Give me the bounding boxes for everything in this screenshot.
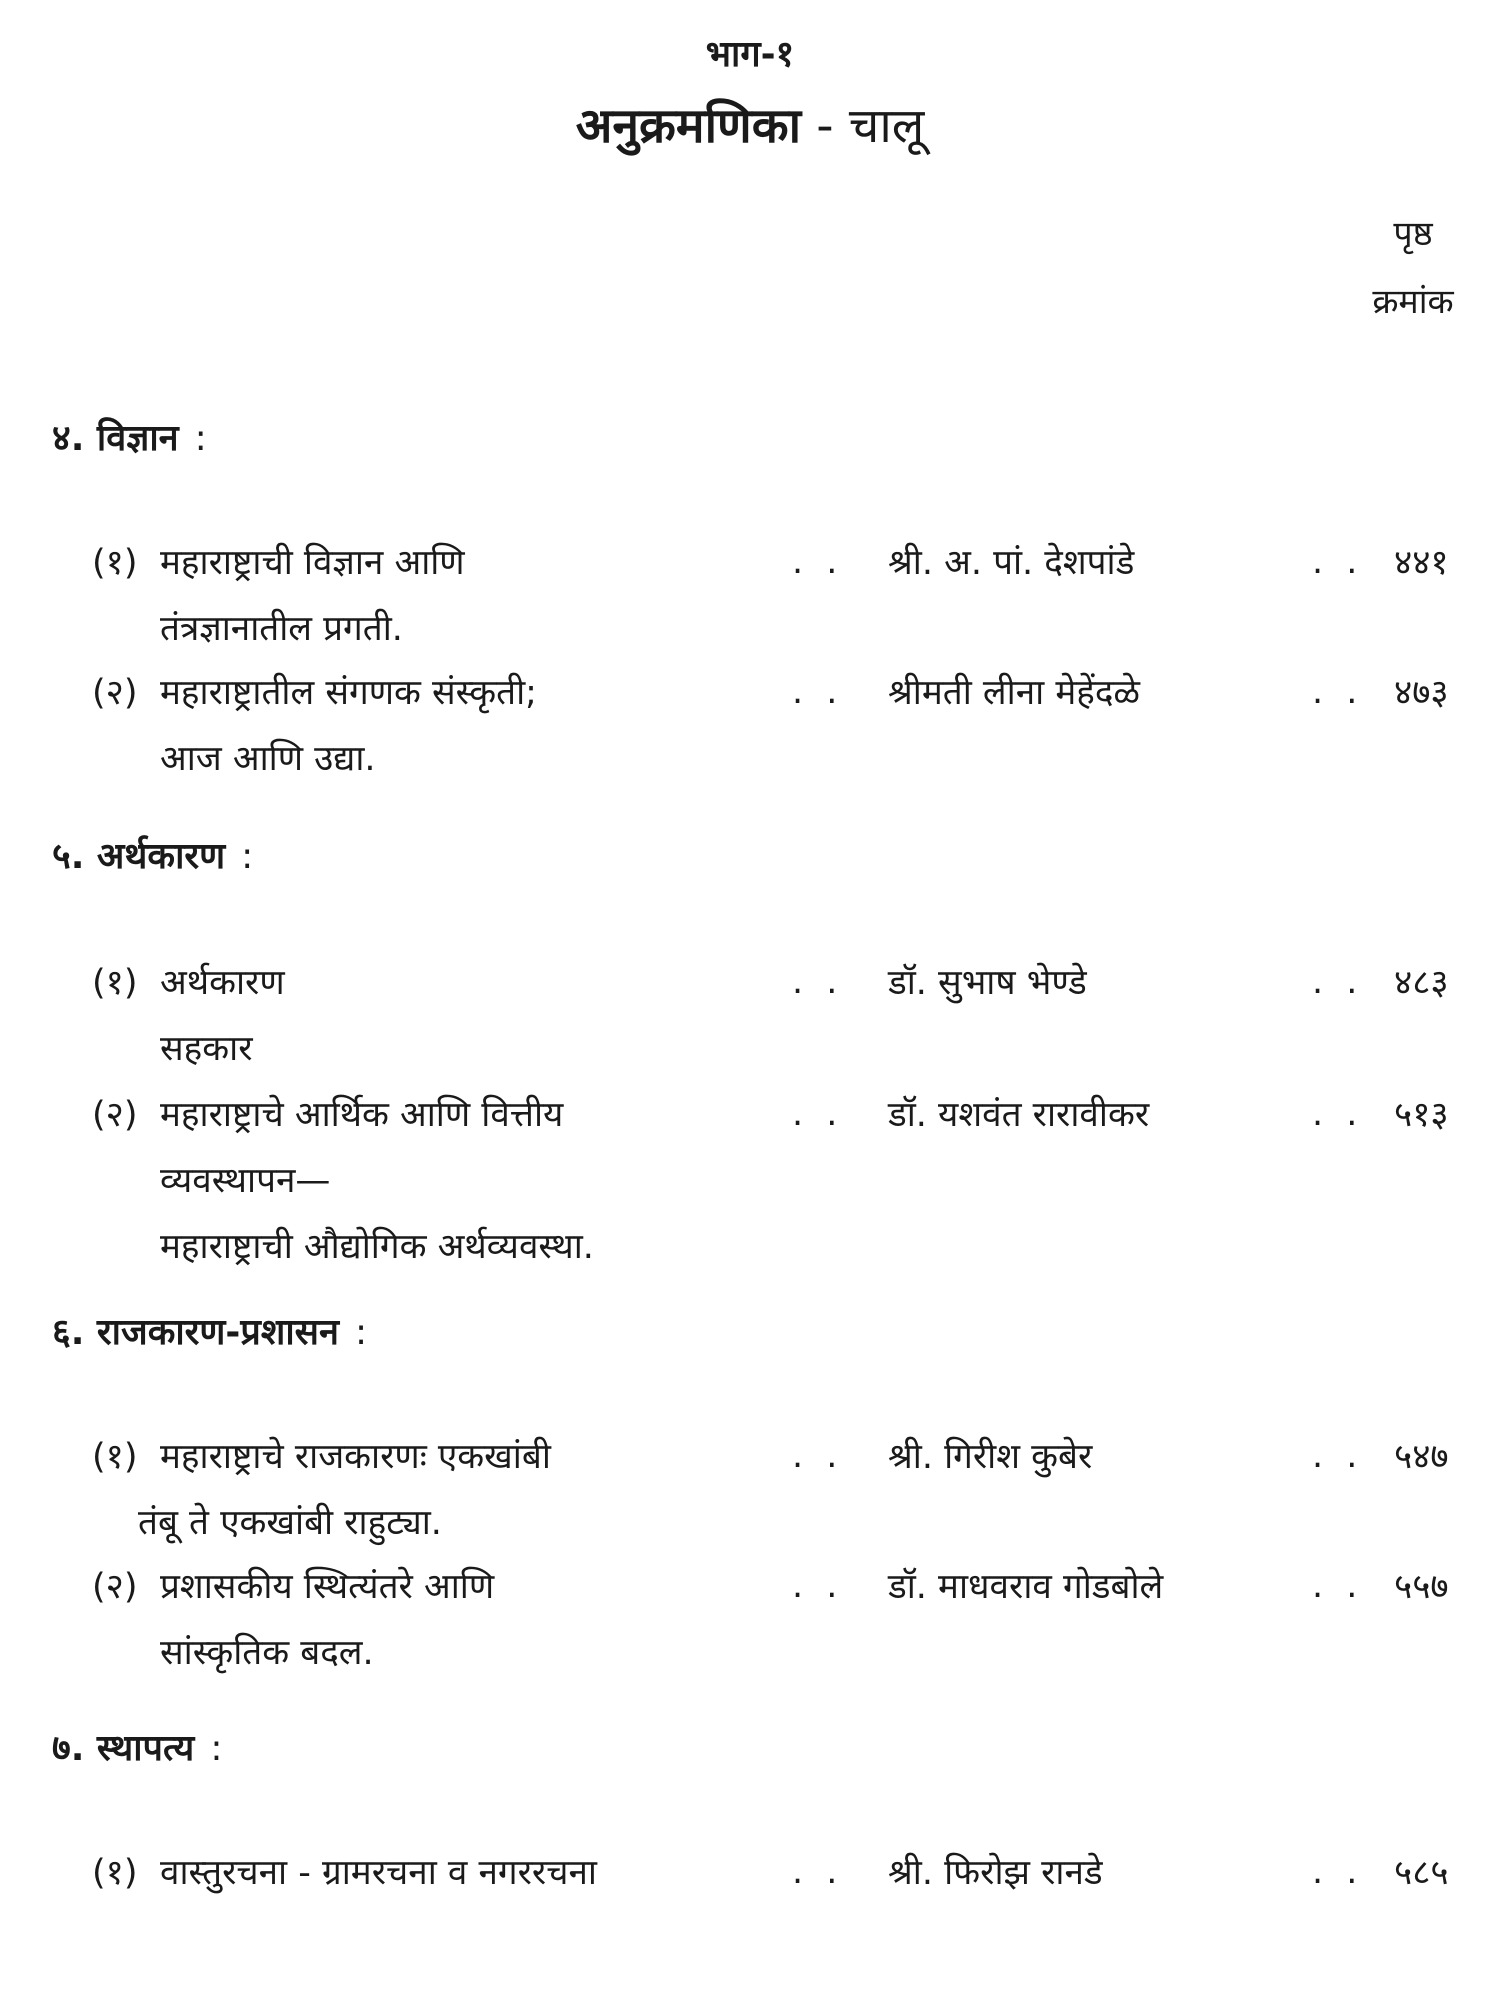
entry-title-line: महाराष्ट्राची औद्योगिक अर्थव्यवस्था. (160, 1227, 594, 1267)
entry-author: श्री. फिरोझ रानडे (888, 1853, 1103, 1893)
entry-title-line: सांस्कृतिक बदल. (160, 1633, 374, 1673)
entry-number: (१) (92, 963, 138, 1003)
dot-leader: . . (792, 1566, 844, 1606)
page-title-rest: - चालू (801, 98, 925, 154)
entry-title-line: महाराष्ट्राचे राजकारणः एकखांबी (160, 1437, 551, 1477)
page-heading-line-1: पृष्ठ (1393, 214, 1433, 254)
dot-leader: . . (1312, 1436, 1364, 1476)
part-heading: भाग-१ (705, 34, 795, 75)
entry-author: डॉ. यशवंत रारावीकर (888, 1095, 1150, 1135)
dot-leader: . . (792, 1094, 844, 1134)
entry-title-line: तंत्रज्ञानातील प्रगती. (160, 609, 403, 649)
entry-page-number: ५१३ (1394, 1095, 1449, 1135)
entry-page-number: ५५७ (1394, 1567, 1449, 1607)
dot-leader: . . (1312, 542, 1364, 582)
entry-author: डॉ. सुभाष भेण्डे (888, 963, 1087, 1003)
section-colon: : (194, 418, 207, 459)
entry-number: (२) (92, 673, 138, 713)
entry-title-line: अर्थकारण (160, 963, 285, 1003)
entry-title-line: तंबू ते एकखांबी राहुट्या. (138, 1503, 442, 1543)
entry-page-number: ४८३ (1394, 963, 1449, 1003)
page-number-column-heading (1348, 200, 1478, 336)
dot-leader: . . (792, 672, 844, 712)
dot-leader: . . (792, 542, 844, 582)
section-colon: : (241, 836, 254, 877)
section-title: ६. राजकारण-प्रशासन (52, 1312, 339, 1353)
section-title: ४. विज्ञान (52, 418, 179, 459)
entry-title-line: सहकार (160, 1029, 253, 1069)
entry-number: (१) (92, 543, 138, 583)
entry-title-line: प्रशासकीय स्थित्यंतरे आणि (160, 1567, 495, 1607)
section-colon: : (210, 1728, 223, 1769)
dot-leader: . . (1312, 1852, 1364, 1892)
entry-author: डॉ. माधवराव गोडबोले (888, 1567, 1164, 1607)
entry-number: (२) (92, 1567, 138, 1607)
section-heading-sthapatya (52, 1722, 222, 1771)
section-colon: : (354, 1312, 368, 1353)
entry-number: (२) (92, 1095, 138, 1135)
dot-leader: . . (1312, 672, 1364, 712)
entry-title-line: व्यवस्थापन— (160, 1161, 331, 1201)
entry-number: (१) (92, 1853, 138, 1893)
entry-page-number: ४४१ (1394, 543, 1449, 583)
dot-leader: . . (792, 1852, 844, 1892)
page-title-main: अनुक्रमणिका (575, 98, 801, 154)
section-title: ७. स्थापत्य (52, 1728, 195, 1769)
page-heading-line-2: क्रमांक (1372, 282, 1454, 322)
section-heading-rajkaran-prashasan (52, 1306, 367, 1355)
section-heading-arthakaran (52, 830, 253, 879)
dot-leader: . . (792, 1436, 844, 1476)
entry-title-line: महाराष्ट्रातील संगणक संस्कृती; (160, 673, 537, 713)
entry-page-number: ४७३ (1394, 673, 1449, 713)
entry-number: (१) (92, 1437, 138, 1477)
entry-author: श्री. अ. पां. देशपांडे (888, 543, 1135, 583)
entry-title-line: महाराष्ट्राची विज्ञान आणि (160, 543, 465, 583)
entry-author: श्रीमती लीना मेहेंदळे (888, 673, 1141, 713)
entry-title-line: महाराष्ट्राचे आर्थिक आणि वित्तीय (160, 1095, 564, 1135)
dot-leader: . . (1312, 1094, 1364, 1134)
entry-page-number: ५४७ (1394, 1437, 1449, 1477)
section-heading-vigyan (52, 412, 207, 461)
entry-author: श्री. गिरीश कुबेर (888, 1437, 1093, 1477)
dot-leader: . . (792, 962, 844, 1002)
dot-leader: . . (1312, 962, 1364, 1002)
dot-leader: . . (1312, 1566, 1364, 1606)
entry-title-line: आज आणि उद्या. (160, 739, 376, 779)
entry-title-line: वास्तुरचना - ग्रामरचना व नगररचना (160, 1853, 597, 1893)
section-title: ५. अर्थकारण (52, 836, 226, 877)
entry-page-number: ५८५ (1394, 1853, 1449, 1893)
page-title (0, 92, 1500, 157)
